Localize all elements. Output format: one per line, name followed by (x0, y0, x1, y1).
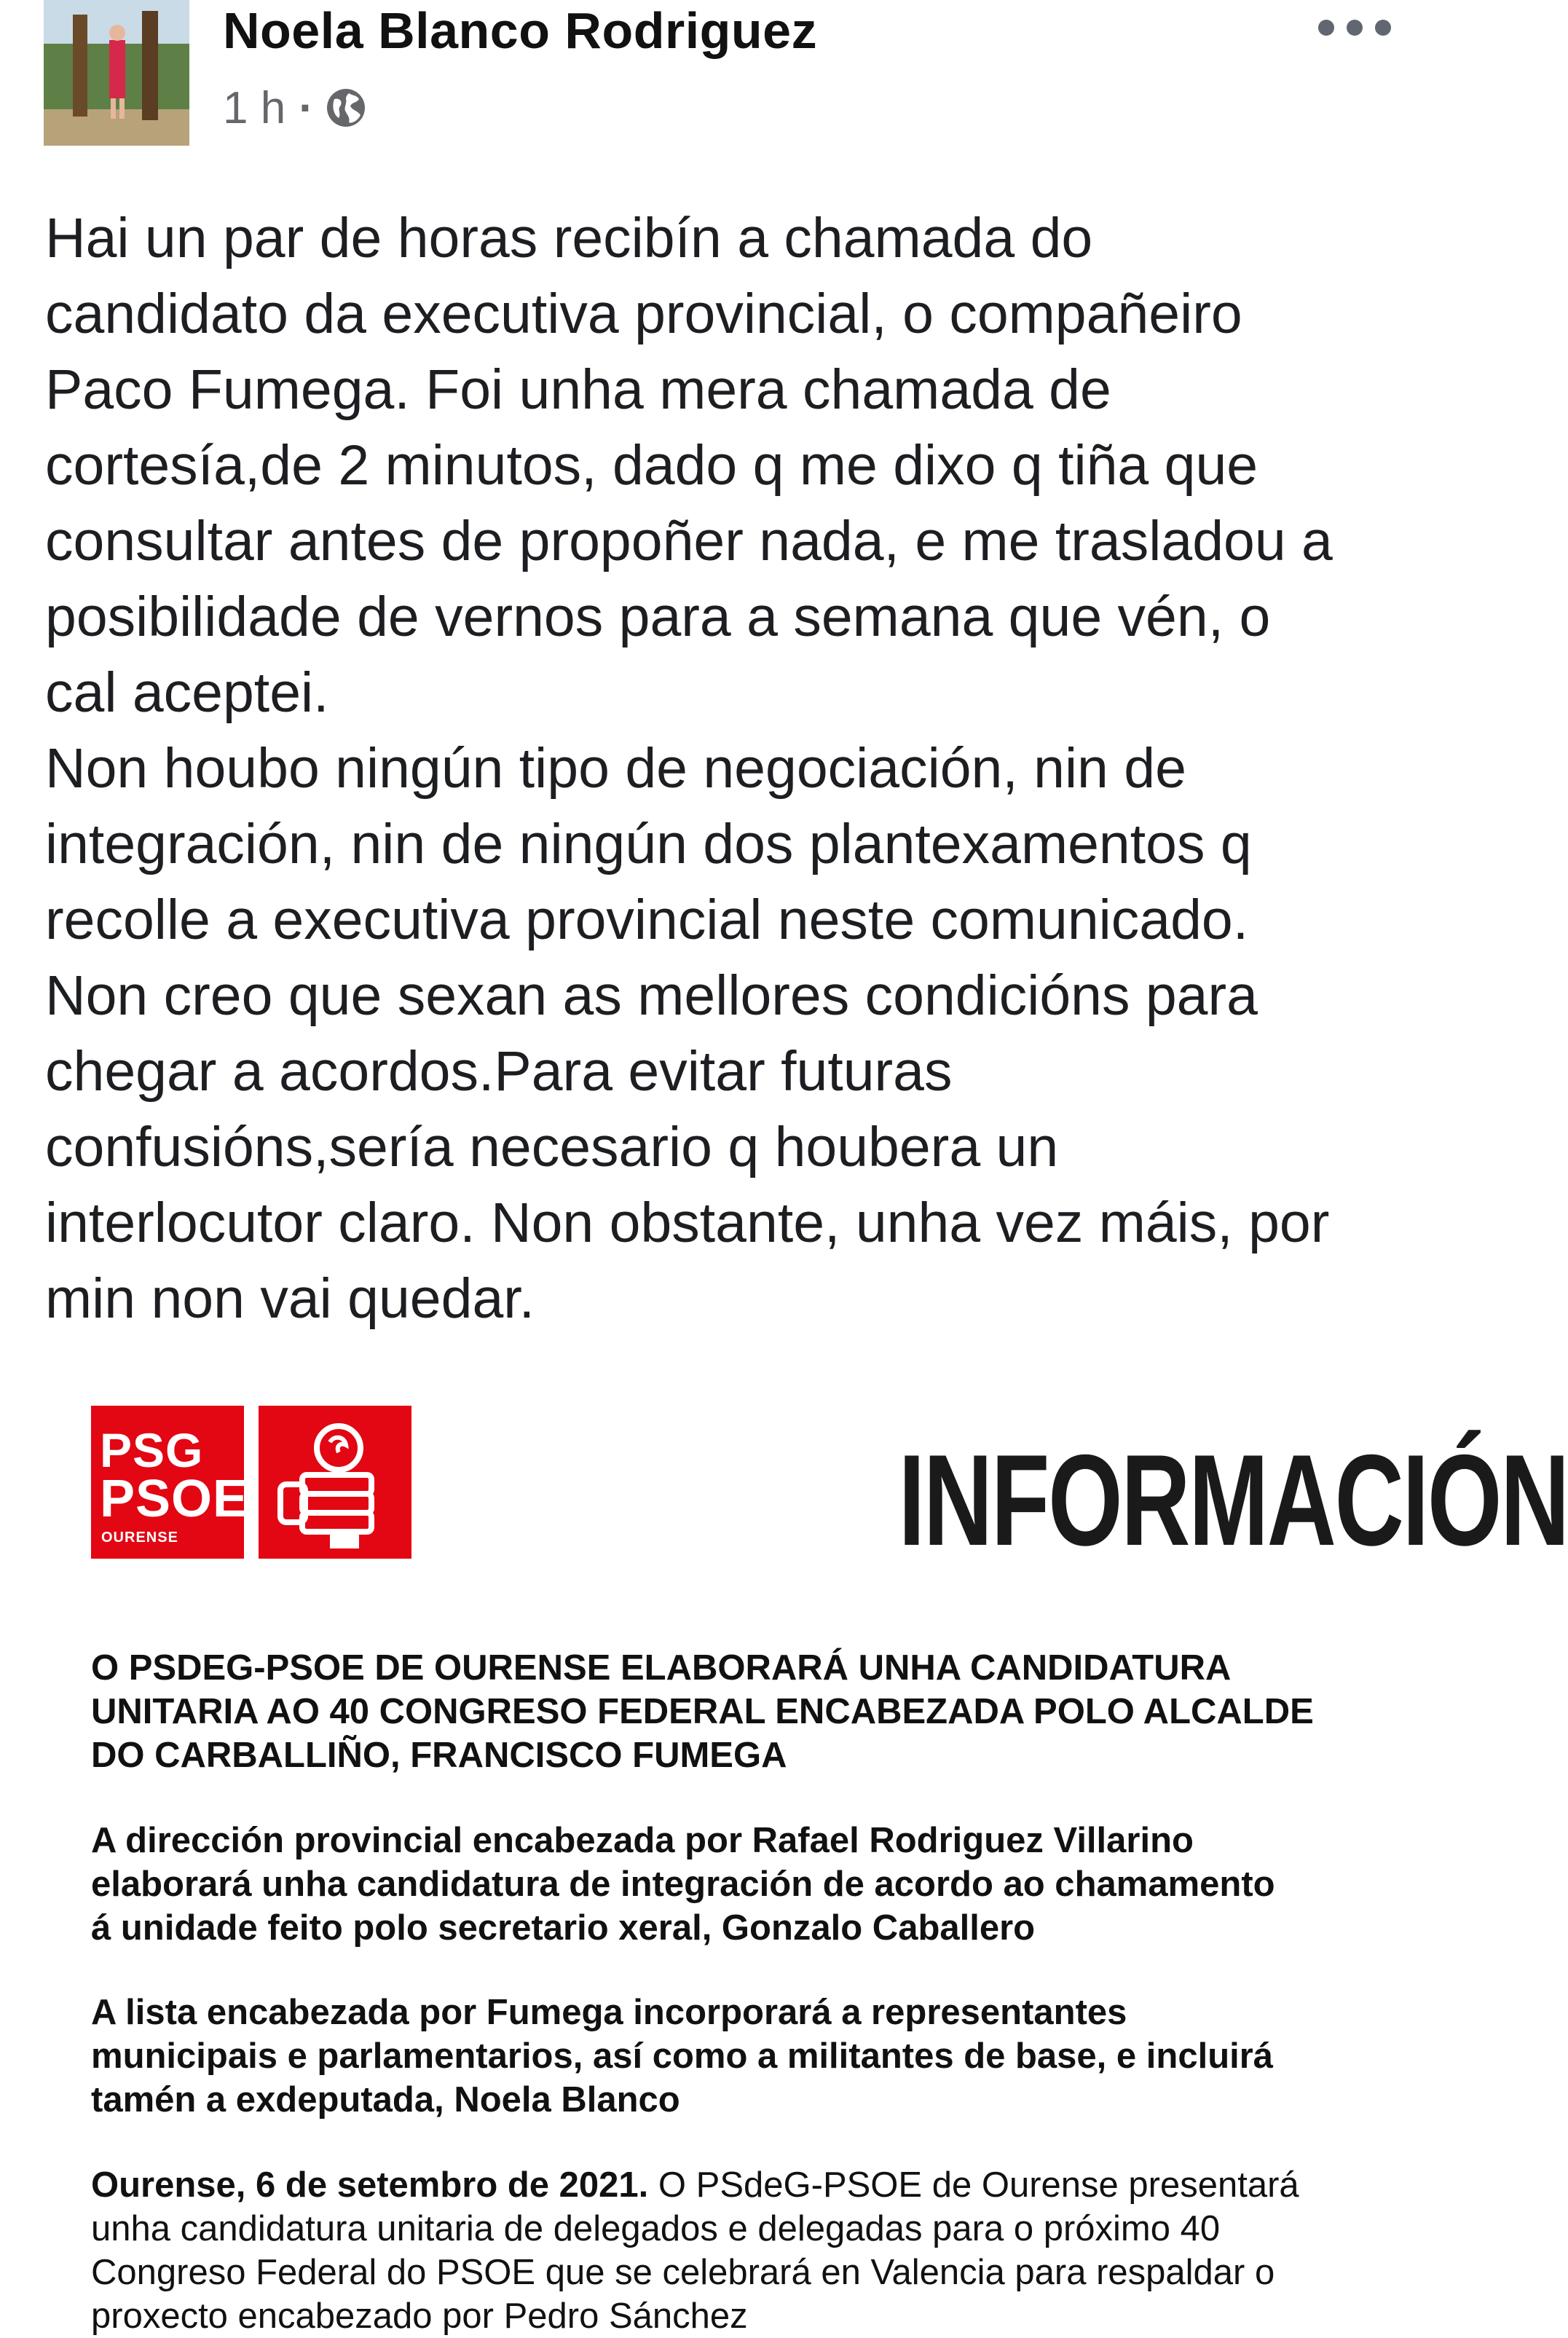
subheading-line: elaborará unha candidatura de integración de acordo ao chamamento (91, 1865, 1275, 1904)
logo-text-psg: PSG (100, 1423, 204, 1477)
document-body (91, 2163, 1362, 2338)
body-line-rest: O PSdeG-PSOE de Ourense presentará (648, 2165, 1299, 2205)
body-line (91, 2163, 1362, 2207)
post-text-line: min non vai quedar. (45, 1267, 535, 1330)
post-text-line: Paco Fumega. Foi unha mera chamada de (45, 358, 1111, 421)
more-dot (1318, 20, 1334, 36)
post-text-line: posibilidade de vernos para a semana que vén, o (45, 586, 1271, 648)
subheading-line: A lista encabezada por Fumega incorporará a representantes (91, 1993, 1127, 2032)
post-text-line: Non creo que sexan as mellores condicións para (45, 964, 1258, 1027)
globe-icon[interactable] (324, 86, 368, 130)
attached-document-image[interactable] (0, 1355, 1568, 2336)
headline-line: O PSDEG-PSOE DE OURENSE ELABORARÁ UNHA CANDIDATURA (91, 1648, 1232, 1688)
post-text-line: cortesía,de 2 minutos, dado q me dixo q tiña que (45, 434, 1258, 497)
post-text-line: confusións,sería necesario q houbera un (45, 1116, 1059, 1178)
subheading-line: A dirección provincial encabezada por Rafael Rodriguez Villarino (91, 1821, 1194, 1860)
rose-fist-icon (259, 1406, 411, 1559)
body-line: proxecto encabezado por Pedro Sánchez (91, 2296, 748, 2336)
post-text-line: Hai un par de horas recibín a chamada do (45, 207, 1093, 269)
avatar-photo (44, 0, 189, 146)
more-options-icon[interactable] (1318, 6, 1391, 50)
more-dot (1375, 20, 1391, 36)
post-text-line: cal aceptei. (45, 661, 329, 724)
post-text (45, 200, 1398, 1337)
headline-line: UNITARIA AO 40 CONGRESO FEDERAL ENCABEZADA POLO ALCALDE (91, 1692, 1314, 1731)
document-subheading-1 (91, 1819, 1362, 1950)
post-text-line: candidato da executiva provincial, o compañeiro (45, 283, 1242, 345)
subheading-line: tamén a exdeputada, Noela Blanco (91, 2080, 680, 2119)
document-headline (91, 1646, 1362, 1777)
post-text-line: integración, nin de ningún dos plantexamentos q (45, 813, 1252, 875)
subheading-line: á unidade feito polo secretario xeral, Gonzalo Caballero (91, 1908, 1036, 1948)
document-title: INFORMACIÓN (898, 1428, 1568, 1573)
post-time[interactable]: 1 h (223, 82, 286, 133)
psg-psoe-logo (91, 1406, 249, 1559)
document-subheading-2 (91, 1991, 1362, 2122)
post-meta (223, 79, 368, 137)
post-text-line: chegar a acordos.Para evitar futuras (45, 1040, 953, 1103)
post-text-line: Non houbo ningún tipo de negociación, nin de (45, 737, 1186, 800)
body-dateline: Ourense, 6 de setembro de 2021. (91, 2165, 649, 2205)
body-line: Congreso Federal do PSOE que se celebrará en Valencia para respaldar o (91, 2253, 1275, 2292)
avatar[interactable] (44, 0, 189, 146)
subheading-line: municipais e parlamentarios, así como a militantes de base, e incluirá (91, 2036, 1274, 2076)
headline-line: DO CARBALLIÑO, FRANCISCO FUMEGA (91, 1736, 787, 1775)
post-text-line: consultar antes de propoñer nada, e me trasladou a (45, 510, 1333, 572)
logo-text-ourense: OURENSE (101, 1530, 178, 1546)
author-name[interactable]: Noela Blanco Rodriguez (223, 2, 818, 59)
rose-fist-logo-icon (259, 1406, 411, 1559)
post-text-line: interlocutor claro. Non obstante, unha vez máis, por (45, 1192, 1330, 1254)
post-header (0, 0, 1398, 146)
post-text-line: recolle a executiva provincial neste comunicado. (45, 889, 1249, 951)
logo-text-psoe: PSOE (100, 1470, 249, 1528)
more-dot (1347, 20, 1363, 36)
meta-separator: · (299, 82, 314, 133)
body-line: unha candidatura unitaria de delegados e delegadas para o próximo 40 (91, 2209, 1221, 2248)
